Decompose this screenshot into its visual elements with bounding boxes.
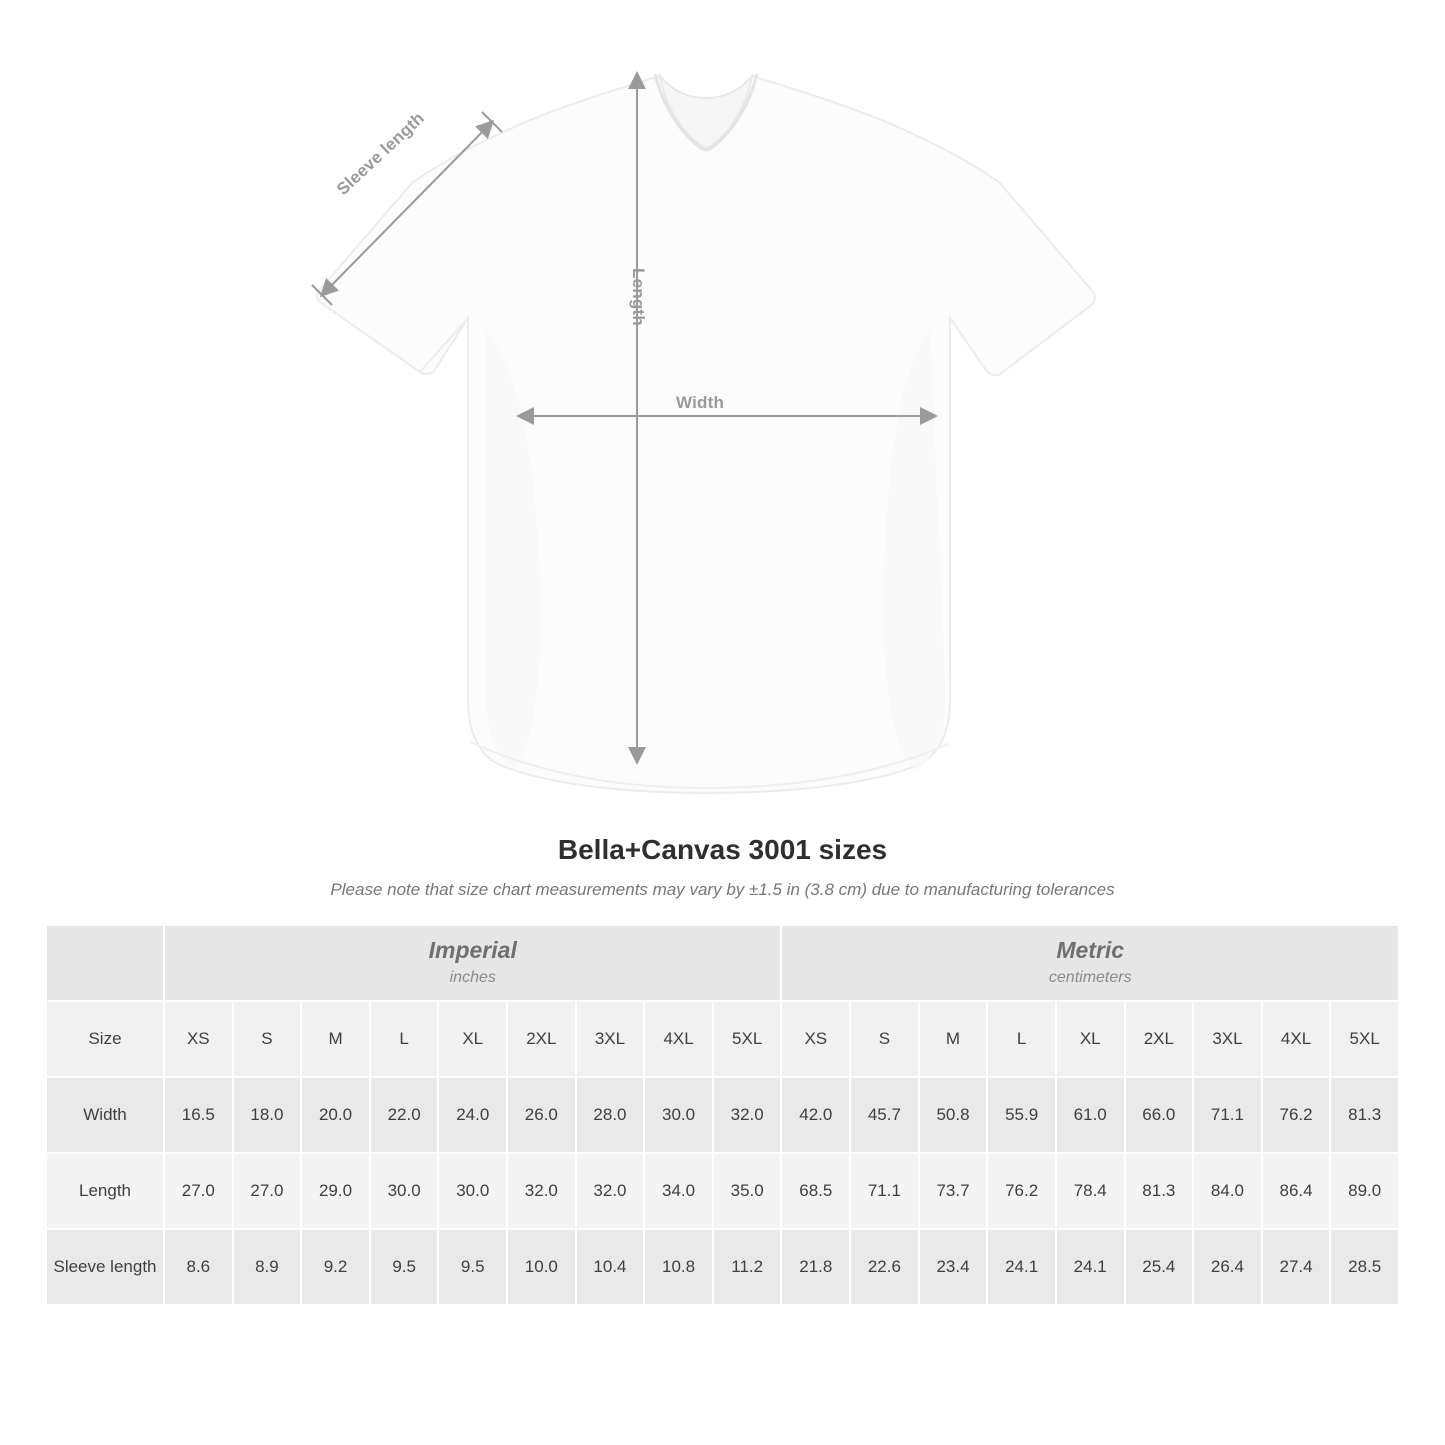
cell-width-16: 76.2 [1262, 1077, 1331, 1153]
cell-length-9: 68.5 [781, 1153, 850, 1229]
cell-sleeve-1: 8.9 [233, 1229, 302, 1305]
cell-length-17: 89.0 [1330, 1153, 1399, 1229]
unit-imperial-name: Imperial [428, 936, 517, 963]
cell-width-15: 71.1 [1193, 1077, 1262, 1153]
size-col-7: 4XL [644, 1001, 713, 1077]
cell-length-1: 27.0 [233, 1153, 302, 1229]
cell-width-2: 20.0 [301, 1077, 370, 1153]
cell-length-11: 73.7 [919, 1153, 988, 1229]
cell-width-6: 28.0 [576, 1077, 645, 1153]
cell-length-15: 84.0 [1193, 1153, 1262, 1229]
length-label: Length [629, 268, 648, 326]
size-col-3: L [370, 1001, 439, 1077]
unit-group-header-row [46, 925, 1399, 1001]
cell-width-0: 16.5 [164, 1077, 233, 1153]
cell-length-3: 30.0 [370, 1153, 439, 1229]
size-col-10: S [850, 1001, 919, 1077]
cell-length-7: 34.0 [644, 1153, 713, 1229]
cell-length-5: 32.0 [507, 1153, 576, 1229]
cell-width-7: 30.0 [644, 1077, 713, 1153]
cell-width-8: 32.0 [713, 1077, 782, 1153]
cell-width-3: 22.0 [370, 1077, 439, 1153]
cell-width-17: 81.3 [1330, 1077, 1399, 1153]
cell-length-10: 71.1 [850, 1153, 919, 1229]
size-col-5: 2XL [507, 1001, 576, 1077]
cell-width-12: 55.9 [987, 1077, 1056, 1153]
size-col-9: XS [781, 1001, 850, 1077]
size-col-0: XS [164, 1001, 233, 1077]
unit-metric-name: Metric [1056, 936, 1125, 963]
cell-length-12: 76.2 [987, 1153, 1056, 1229]
cell-width-5: 26.0 [507, 1077, 576, 1153]
cell-sleeve-4: 9.5 [438, 1229, 507, 1305]
cell-sleeve-3: 9.5 [370, 1229, 439, 1305]
cell-sleeve-0: 8.6 [164, 1229, 233, 1305]
cell-width-14: 66.0 [1125, 1077, 1194, 1153]
table-row-width [46, 1077, 1399, 1153]
cell-length-2: 29.0 [301, 1153, 370, 1229]
cell-length-14: 81.3 [1125, 1153, 1194, 1229]
unit-metric-sub: centimeters [1048, 968, 1132, 986]
size-col-15: 3XL [1193, 1001, 1262, 1077]
size-col-6: 3XL [576, 1001, 645, 1077]
cell-sleeve-11: 23.4 [919, 1229, 988, 1305]
cell-sleeve-12: 24.1 [987, 1229, 1056, 1305]
row-label-length: Length [46, 1153, 164, 1229]
size-header-row [46, 1001, 1399, 1077]
page-title: Bella+Canvas 3001 sizes [557, 834, 888, 865]
unit-group-imperial [164, 925, 781, 1001]
cell-sleeve-10: 22.6 [850, 1229, 919, 1305]
cell-sleeve-9: 21.8 [781, 1229, 850, 1305]
cell-width-9: 42.0 [781, 1077, 850, 1153]
cell-length-6: 32.0 [576, 1153, 645, 1229]
cell-width-13: 61.0 [1056, 1077, 1125, 1153]
unit-imperial-sub: inches [449, 968, 496, 986]
size-col-17: 5XL [1330, 1001, 1399, 1077]
cell-sleeve-13: 24.1 [1056, 1229, 1125, 1305]
cell-width-11: 50.8 [919, 1077, 988, 1153]
unit-group-metric [781, 925, 1399, 1001]
sleeve-length-label: Sleeve length [333, 108, 429, 199]
size-col-14: 2XL [1125, 1001, 1194, 1077]
cell-length-8: 35.0 [713, 1153, 782, 1229]
size-col-4: XL [438, 1001, 507, 1077]
cell-sleeve-7: 10.8 [644, 1229, 713, 1305]
cell-sleeve-6: 10.4 [576, 1229, 645, 1305]
cell-width-1: 18.0 [233, 1077, 302, 1153]
unit-header-spacer [46, 925, 164, 1001]
cell-length-13: 78.4 [1056, 1153, 1125, 1229]
cell-sleeve-2: 9.2 [301, 1229, 370, 1305]
size-table-wrapper [45, 924, 1400, 1306]
table-row-length [46, 1153, 1399, 1229]
cell-sleeve-17: 28.5 [1330, 1229, 1399, 1305]
size-header-label: Size [46, 1001, 164, 1077]
cell-sleeve-14: 25.4 [1125, 1229, 1194, 1305]
cell-sleeve-8: 11.2 [713, 1229, 782, 1305]
cell-length-4: 30.0 [438, 1153, 507, 1229]
size-col-1: S [233, 1001, 302, 1077]
cell-width-4: 24.0 [438, 1077, 507, 1153]
cell-length-16: 86.4 [1262, 1153, 1331, 1229]
row-label-width: Width [46, 1077, 164, 1153]
cell-length-0: 27.0 [164, 1153, 233, 1229]
cell-sleeve-5: 10.0 [507, 1229, 576, 1305]
size-col-13: XL [1056, 1001, 1125, 1077]
size-col-16: 4XL [1262, 1001, 1331, 1077]
size-col-2: M [301, 1001, 370, 1077]
size-col-12: L [987, 1001, 1056, 1077]
size-col-8: 5XL [713, 1001, 782, 1077]
size-table [45, 924, 1400, 1306]
tolerance-note: Please note that size chart measurements may vary by ±1.5 in (3.8 cm) due to manufacturing tolerances [330, 880, 1115, 899]
table-row-sleeve-length [46, 1229, 1399, 1305]
cell-sleeve-16: 27.4 [1262, 1229, 1331, 1305]
cell-sleeve-15: 26.4 [1193, 1229, 1262, 1305]
row-label-sleeve-length: Sleeve length [46, 1229, 164, 1305]
width-label: Width [676, 393, 725, 412]
title-block [0, 834, 1445, 900]
cell-width-10: 45.7 [850, 1077, 919, 1153]
size-col-11: M [919, 1001, 988, 1077]
